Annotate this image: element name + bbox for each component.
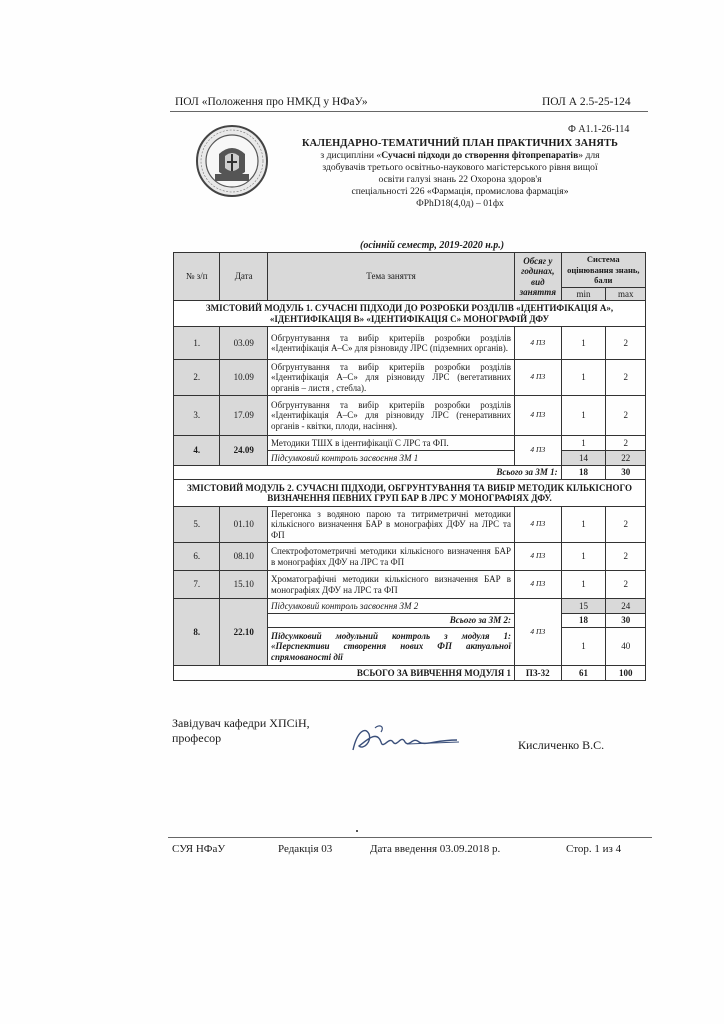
control-zm2-min: 15 [561, 599, 606, 614]
row-num: 7. [174, 571, 220, 599]
final-module-control: Підсумковий модульний контроль з модуля 1: «Перспективи створення нових ФП актуальної спрямованості дії [268, 628, 515, 666]
row-max: 2 [606, 396, 646, 436]
row-date: 10.09 [220, 360, 268, 396]
col-header-num: № з/п [174, 253, 220, 301]
table-row [174, 599, 646, 614]
row-date: 01.10 [220, 507, 268, 543]
col-header-volume: Обсяг у годинах, вид заняття [515, 253, 562, 301]
title-line-3: освіти галузі знань 22 Охорона здоров'я [378, 174, 542, 185]
row-num: 6. [174, 543, 220, 571]
header-divider [170, 111, 648, 112]
footer-page: Стор. 1 из 4 [566, 843, 622, 855]
total-zm2-label: Всього за ЗМ 2: [268, 614, 515, 628]
row-min: 1 [561, 543, 606, 571]
control-zm1-min: 14 [561, 451, 606, 466]
row-max: 2 [606, 543, 646, 571]
grand-total-label: ВСЬОГО ЗА ВИВЧЕННЯ МОДУЛЯ 1 [174, 666, 515, 681]
footer-org: СУЯ НФаУ [172, 843, 226, 855]
row-volume: 4 ПЗ [515, 543, 562, 571]
row-max: 2 [606, 507, 646, 543]
row-num: 1. [174, 327, 220, 360]
disc-suffix: » для [578, 150, 600, 161]
total-zm1-max: 30 [606, 466, 646, 480]
row-volume: 4 ПЗ [515, 571, 562, 599]
discipline-name: Сучасні підходи до створення фітопрепаратів [381, 150, 579, 161]
control-zm1-max: 22 [606, 451, 646, 466]
signatory-name: Кисличенко В.С. [518, 738, 605, 752]
footer-date: Дата введення 03.09.2018 р. [370, 843, 501, 855]
row-topic: Обгрунтування та вибір критеріїв розробки розділів «Ідентифікація А–С» для різновиду ЛРС (підземних органів). [268, 327, 515, 360]
total-row [174, 466, 646, 480]
table-row [174, 543, 646, 571]
document-title-block [280, 138, 640, 210]
row-num: 3. [174, 396, 220, 436]
grand-total-volume: ПЗ-32 [515, 666, 562, 681]
row-num: 4. [174, 436, 220, 466]
table-row [174, 507, 646, 543]
program-code: ФPhD18(4,0д) – 01фх [416, 198, 504, 209]
row-date: 15.10 [220, 571, 268, 599]
row-date: 17.09 [220, 396, 268, 436]
row-topic: Методики ТШХ в ідентифікації С ЛРС та ФП. [268, 436, 515, 451]
header-right: ПОЛ А 2.5-25-124 [542, 96, 631, 108]
total-zm1-label: Всього за ЗМ 1: [174, 466, 562, 480]
row-max: 2 [606, 327, 646, 360]
module-2-heading: ЗМІСТОВИЙ МОДУЛЬ 2. СУЧАСНІ ПІДХОДИ, ОБГРУНТУВАННЯ ТА ВИБІР МЕТОДИК КІЛЬКІСНОГО ВИЗНАЧЕННЯ ПЕВНИХ ГРУП БАР В ЛРС У МОНОГРАФІЯХ ДФУ. [174, 480, 646, 507]
row-volume: 4 ПЗ [515, 396, 562, 436]
footer-divider [168, 837, 652, 838]
grand-total-row [174, 666, 646, 681]
row-min: 1 [561, 436, 606, 451]
row-date: 08.10 [220, 543, 268, 571]
row-min: 1 [561, 396, 606, 436]
row-topic: Спектрофотометричні методики кількісного визначення БАР в монографіях ДФУ на ЛРС та ФП [268, 543, 515, 571]
row-num: 8. [174, 599, 220, 666]
row-date: 24.09 [220, 436, 268, 466]
signatory-position [172, 716, 310, 746]
total-zm1-min: 18 [561, 466, 606, 480]
row-volume: 4 ПЗ [515, 599, 562, 666]
row-max: 2 [606, 436, 646, 451]
row-min: 1 [561, 507, 606, 543]
position-line-1: Завідувач кафедри ХПСіН, [172, 716, 310, 730]
semester-label: (осінній семестр, 2019-2020 н.р.) [360, 240, 505, 251]
table-row [174, 436, 646, 451]
title-line-4: спеціальності 226 «Фармація, промислова фармація» [351, 186, 569, 197]
row-min: 1 [561, 327, 606, 360]
row-topic: Перегонка з водяною парою та титриметричні методики кількісного визначення БАР в монографіях ДФУ на ЛРС та ФП [268, 507, 515, 543]
disc-prefix: з дисципліни « [320, 150, 382, 161]
row-date: 03.09 [220, 327, 268, 360]
row-volume: 4 ПЗ [515, 360, 562, 396]
final-max: 40 [606, 628, 646, 666]
row-max: 2 [606, 360, 646, 396]
row-volume: 4 ПЗ [515, 327, 562, 360]
discipline-line [280, 150, 640, 162]
total-zm2-min: 18 [561, 614, 606, 628]
table-row [174, 360, 646, 396]
row-volume: 4 ПЗ [515, 507, 562, 543]
total-zm2-max: 30 [606, 614, 646, 628]
control-zm2-max: 24 [606, 599, 646, 614]
col-header-min: min [561, 287, 606, 301]
col-header-topic: Тема заняття [268, 253, 515, 301]
module-1-heading: ЗМІСТОВИЙ МОДУЛЬ 1. СУЧАСНІ ПІДХОДИ ДО РОЗРОБКИ РОЗДІЛІВ «ІДЕНТИФІКАЦІЯ А», «ІДЕНТИФІКАЦІЯ В» «ІДЕНТИФІКАЦІЯ С» МОНОГРАФІЙ ДФУ [174, 301, 646, 327]
document-title: КАЛЕНДАРНО-ТЕМАТИЧНИЙ ПЛАН ПРАКТИЧНИХ ЗАНЯТЬ [302, 138, 618, 149]
row-topic: Обгрунтування та вибір критеріїв розробки розділів «Ідентифікація А–С» для різновиду ЛРС (генеративних органів - квітки, плоди, насіння). [268, 396, 515, 436]
grand-total-max: 100 [606, 666, 646, 681]
row-max: 2 [606, 571, 646, 599]
header-left: ПОЛ «Положення про НМКД у НФаУ» [175, 96, 368, 108]
form-code: Ф А1.1-26-114 [568, 124, 630, 135]
row-date: 22.10 [220, 599, 268, 666]
handwritten-signature-icon [345, 720, 465, 760]
row-min: 1 [561, 360, 606, 396]
position-line-2: професор [172, 731, 222, 745]
final-min: 1 [561, 628, 606, 666]
university-seal-icon [195, 124, 269, 198]
col-header-grading: Система оцінювання знань, бали [561, 253, 645, 288]
practical-classes-table [173, 252, 646, 681]
row-topic: Хроматографічні методики кількісного визначення БАР в монографіях ДФУ на ЛРС та ФП [268, 571, 515, 599]
control-zm2-label: Підсумковий контроль засвоєння ЗМ 2 [268, 599, 515, 614]
col-header-date: Дата [220, 253, 268, 301]
row-topic: Обгрунтування та вибір критеріїв розробки розділів «Ідентифікація А–С» для різновиду ЛРС (вегетативних органів – листя , стебла). [268, 360, 515, 396]
row-volume: 4 ПЗ [515, 436, 562, 466]
row-num: 2. [174, 360, 220, 396]
row-num: 5. [174, 507, 220, 543]
scan-speck [356, 830, 358, 832]
table-row [174, 327, 646, 360]
control-zm1-label: Підсумковий контроль засвоєння ЗМ 1 [268, 451, 515, 466]
col-header-max: max [606, 287, 646, 301]
table-row [174, 571, 646, 599]
row-min: 1 [561, 571, 606, 599]
title-line-2: здобувачів третього освітньо-наукового магістерського рівня вищої [322, 162, 598, 173]
grand-total-min: 61 [561, 666, 606, 681]
footer-edition: Редакція 03 [278, 843, 333, 855]
table-row [174, 396, 646, 436]
